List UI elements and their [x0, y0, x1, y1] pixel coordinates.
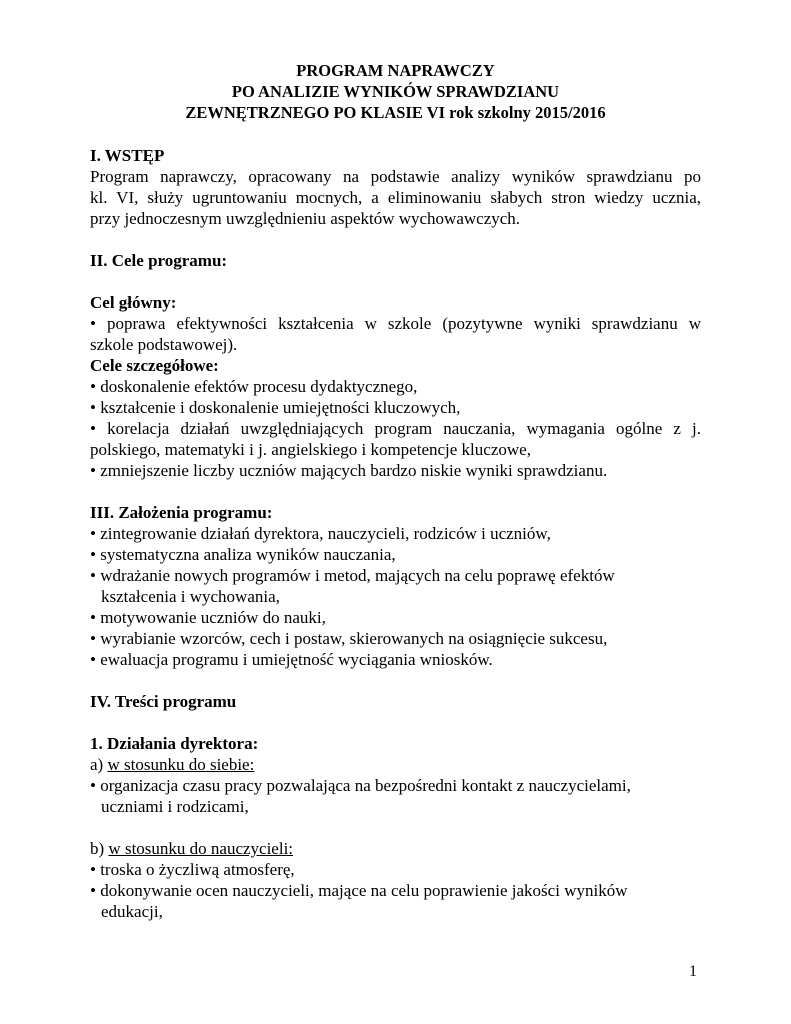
list-item-continuation: kształcenia i wychowania, [101, 587, 280, 606]
section-heading-intro: I. WSTĘP [90, 146, 165, 165]
subsection-b-label: w stosunku do nauczycieli: [108, 839, 294, 858]
subheading-director-actions: 1. Działania dyrektora: [90, 734, 259, 753]
subsection-b [90, 838, 701, 859]
paragraph-line: kl. VI, służy ugruntowaniu mocnych, a eliminowaniu słabych stron wiedzy ucznia, [90, 188, 701, 207]
page-number: 1 [689, 963, 697, 980]
title-line-1: PROGRAM NAPRAWCZY [296, 61, 495, 80]
title-line-3: ZEWNĘTRZNEGO PO KLASIE VI rok szkolny 2015/2016 [185, 103, 606, 122]
subheading-main-goal: Cel główny: [90, 293, 177, 312]
subheading-detail-goals: Cele szczegółowe: [90, 356, 219, 375]
list-item: • wdrażanie nowych programów i metod, mających na celu poprawę efektów [90, 566, 615, 585]
document-body [90, 145, 701, 922]
list-item: • motywowanie uczniów do nauki, [90, 608, 326, 627]
subsection-b-prefix: b) [90, 839, 109, 858]
list-item: • zmniejszenie liczby uczniów mających bardzo niskie wyniki sprawdzianu. [90, 461, 608, 480]
list-item: • poprawa efektywności kształcenia w szkole (pozytywne wyniki sprawdzianu w [90, 314, 701, 333]
subsection-a [90, 754, 701, 775]
title-line-2: PO ANALIZIE WYNIKÓW SPRAWDZIANU [231, 82, 560, 101]
list-item: • korelacja działań uwzględniających program nauczania, wymagania ogólne z j. [90, 419, 701, 438]
list-item: • dokonywanie ocen nauczycieli, mające na celu poprawienie jakości wyników [90, 881, 628, 900]
section-heading-content: IV. Treści programu [90, 692, 237, 711]
list-item-continuation: polskiego, matematyki i j. angielskiego i kompetencje kluczowe, [90, 440, 531, 459]
list-item: • systematyczna analiza wyników nauczania, [90, 545, 396, 564]
list-item: • troska o życzliwą atmosferę, [90, 860, 295, 879]
paragraph-line: przy jednoczesnym uwzględnieniu aspektów wychowawczych. [90, 209, 521, 228]
list-item-continuation: uczniami i rodzicami, [101, 797, 249, 816]
subsection-a-label: w stosunku do siebie: [107, 755, 255, 774]
section-heading-assumptions: III. Założenia programu: [90, 503, 273, 522]
subsection-a-prefix: a) [90, 755, 108, 774]
list-item: • organizacja czasu pracy pozwalająca na bezpośredni kontakt z nauczycielami, [90, 776, 631, 795]
list-item: • wyrabianie wzorców, cech i postaw, skierowanych na osiągnięcie sukcesu, [90, 629, 608, 648]
list-item: • zintegrowanie działań dyrektora, nauczycieli, rodziców i uczniów, [90, 524, 551, 543]
list-item: • doskonalenie efektów procesu dydaktycznego, [90, 377, 418, 396]
section-heading-goals: II. Cele programu: [90, 251, 228, 270]
list-item: • ewaluacja programu i umiejętność wyciągania wniosków. [90, 650, 493, 669]
list-item-continuation: edukacji, [101, 902, 163, 921]
list-item: • kształcenie i doskonalenie umiejętności kluczowych, [90, 398, 461, 417]
document-title [0, 60, 791, 123]
paragraph-line: Program naprawczy, opracowany na podstawie analizy wyników sprawdzianu po [90, 167, 701, 186]
list-item-continuation: szkole podstawowej). [90, 335, 238, 354]
